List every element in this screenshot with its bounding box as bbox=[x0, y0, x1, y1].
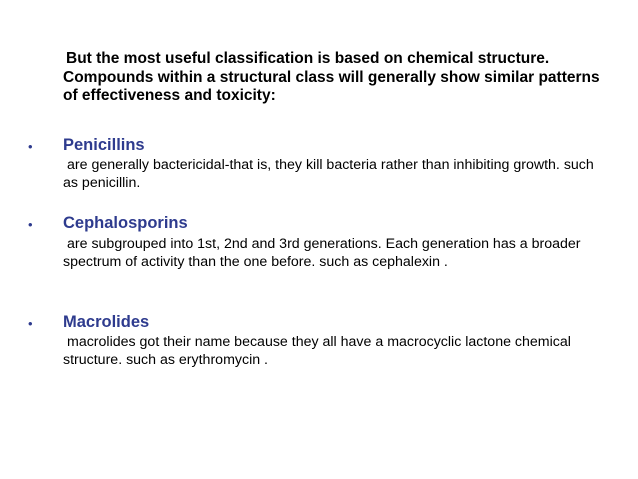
intro-paragraph: But the most useful classification is based on chemical structure. Compounds within a structural class will generally show similar patterns of effectiveness and toxicity: bbox=[63, 50, 600, 104]
bullet-description: are generally bactericidal-that is, they kill bacteria rather than inhibiting growth. such as penicillin. bbox=[63, 157, 594, 191]
bullet-marker-icon: • bbox=[28, 316, 33, 331]
bullet-description: are subgrouped into 1st, 2nd and 3rd generations. Each generation has a broader spectrum of activity than the one before. such as cephalexin . bbox=[63, 236, 581, 270]
bullet-description: macrolides got their name because they all have a macrocyclic lactone chemical structure. such as erythromycin . bbox=[63, 334, 571, 368]
bullet-marker-icon: • bbox=[28, 217, 33, 232]
bullet-term: Penicillins bbox=[63, 136, 145, 154]
bullet-marker-icon: • bbox=[28, 139, 33, 154]
bullet-term: Macrolides bbox=[63, 313, 150, 331]
bullet-term: Cephalosporins bbox=[63, 214, 188, 232]
